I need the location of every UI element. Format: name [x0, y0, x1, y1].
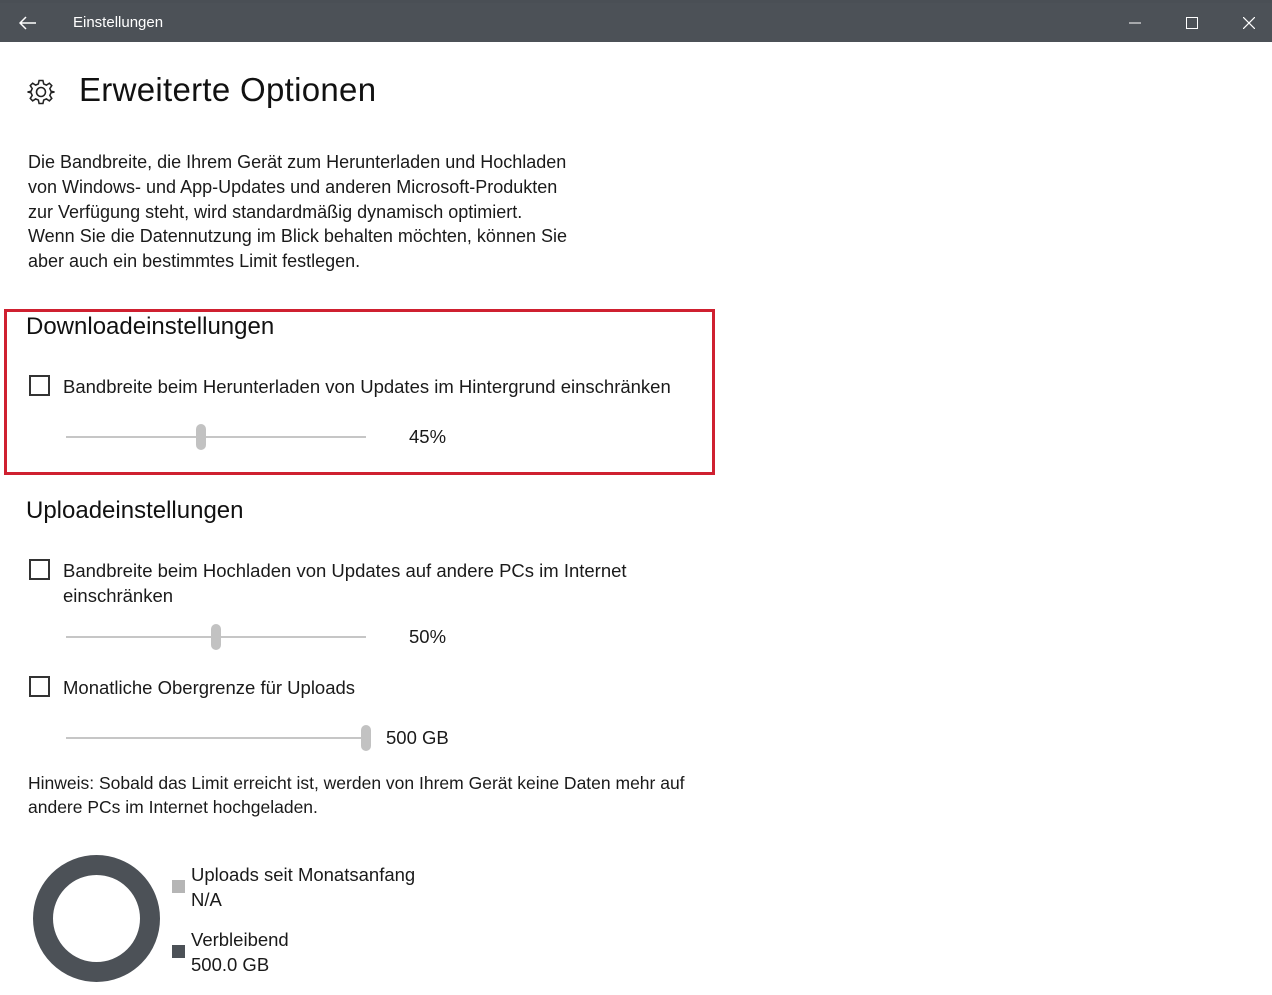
minimize-icon [1129, 17, 1141, 29]
remaining-label: Verbleibend [191, 929, 289, 950]
uploaded-value: N/A [191, 889, 222, 910]
monthly-limit-checkbox[interactable] [29, 676, 50, 697]
slider-thumb[interactable] [361, 725, 371, 751]
upload-bandwidth-slider[interactable] [66, 622, 366, 652]
download-bandwidth-slider[interactable] [66, 422, 366, 452]
slider-thumb[interactable] [211, 624, 221, 650]
download-limit-label: Bandbreite beim Herunterladen von Updates im Hintergrund einschränken [63, 376, 671, 397]
uploaded-legend-swatch [172, 880, 185, 893]
close-button[interactable] [1220, 3, 1272, 42]
remaining-legend-swatch [172, 945, 185, 958]
minimize-button[interactable] [1106, 3, 1163, 42]
download-limit-checkbox[interactable] [29, 375, 50, 396]
monthly-limit-slider[interactable] [66, 723, 366, 753]
upload-limit-checkbox[interactable] [29, 559, 50, 580]
download-section-title: Downloadeinstellungen [26, 313, 275, 340]
upload-usage-donut-chart [33, 855, 160, 982]
uploaded-label: Uploads seit Monatsanfang [191, 864, 416, 885]
maximize-icon [1186, 17, 1198, 29]
window-title: Einstellungen [73, 14, 164, 31]
gear-icon [27, 78, 55, 106]
remaining-value: 500.0 GB [191, 954, 270, 975]
maximize-button[interactable] [1163, 3, 1220, 42]
description-text: Die Bandbreite, die Ihrem Gerät zum Herunterladen und Hochladen von Windows- und App-Updates und anderen Microsoft-Produkten zur Verfügung steht, wird standardmäßig dynamisch optimiert. Wenn Sie die Datennutzung im Blick behalten möchten, können Sie aber auch ein bestimmtes Limit festlegen. [28, 152, 567, 272]
page-title: Erweiterte Optionen [79, 71, 377, 108]
close-icon [1243, 17, 1255, 29]
title-bar [0, 3, 1272, 42]
limit-note: Hinweis: Sobald das Limit erreicht ist, werden von Ihrem Gerät keine Daten mehr auf andere PCs im Internet hochgeladen. [28, 773, 685, 817]
slider-track [66, 737, 366, 739]
upload-limit-label: Bandbreite beim Hochladen von Updates auf andere PCs im Internet einschränken [63, 560, 627, 606]
slider-thumb[interactable] [196, 424, 206, 450]
upload-section-title: Uploadeinstellungen [26, 497, 244, 524]
slider-track [66, 436, 366, 438]
monthly-limit-label: Monatliche Obergrenze für Uploads [63, 677, 356, 698]
arrow-left-icon [19, 16, 37, 30]
monthly-limit-value: 500 GB [386, 727, 449, 748]
download-slider-value: 45% [409, 426, 447, 447]
back-button[interactable] [0, 3, 56, 42]
upload-slider-value: 50% [409, 626, 447, 647]
